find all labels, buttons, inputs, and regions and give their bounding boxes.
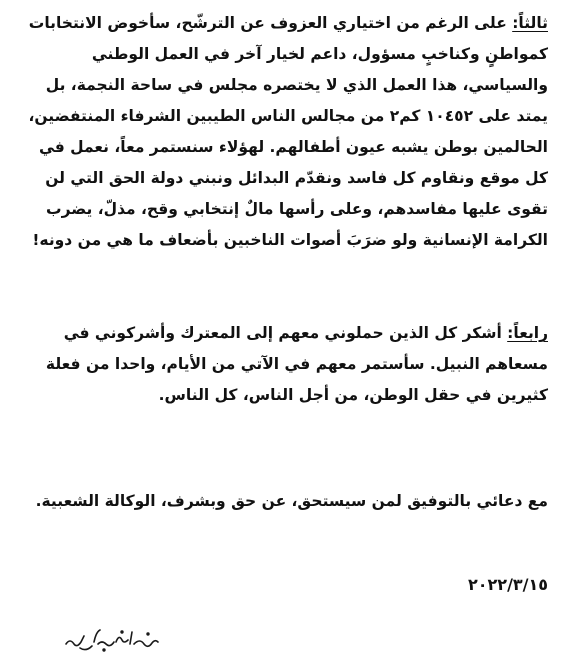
document-date: ٢٠٢٢/٣/١٥ [468,575,549,594]
paragraph-fourth-text: أشكر كل الذين حملوني معهم إلى المعترك وأشركوني في مسعاهم النبيل. سأستمر معهم في الآتي من الأيام، واحدا من فعلة كثيرين في حقل الوطن، من أجل الناس، كل الناس. [45,324,548,404]
paragraph-fourth [20,318,548,411]
signature-drawing [60,622,170,658]
closing-text: مع دعائي بالتوفيق لمن سيستحق، عن حق وبشرف، الوكالة الشعبية. [35,492,548,510]
paragraph-third-label: ثالثاً: [512,14,548,32]
closing-statement [20,486,548,517]
handwritten-signature [60,622,170,658]
paragraph-fourth-label: رابعاً: [507,324,548,342]
paragraph-third-text: على الرغم من اختياري العزوف عن الترشّح، سأخوض الانتخابات كمواطنٍ وكناخبٍ مسؤول، داعم لخيار آخر في العمل الوطني والسياسي، هذا العمل الذي لا يختصره مجلس في ساحة النجمة، بل يمتد على ١٠٤٥٢ كم٢ من مجالس الناس الطيبين الشرفاء المنتفضين، الحالمين بوطن يشبه عيون أطفالهم. لهؤلاء سنستمر معاً، نعمل في كل موقع ونقاوم كل فاسد ونقدّم البدائل ونبني دولة الحق التي لن تقوى عليها مفاسدهم، وعلى رأسها مالٌ إنتخابي وقح، مذلّ، يضرب الكرامة الإنسانية ولو ضرَبَ أصوات الناخبين بأضعاف ما هي من دونه! [28,14,548,249]
paragraph-third [20,8,548,256]
